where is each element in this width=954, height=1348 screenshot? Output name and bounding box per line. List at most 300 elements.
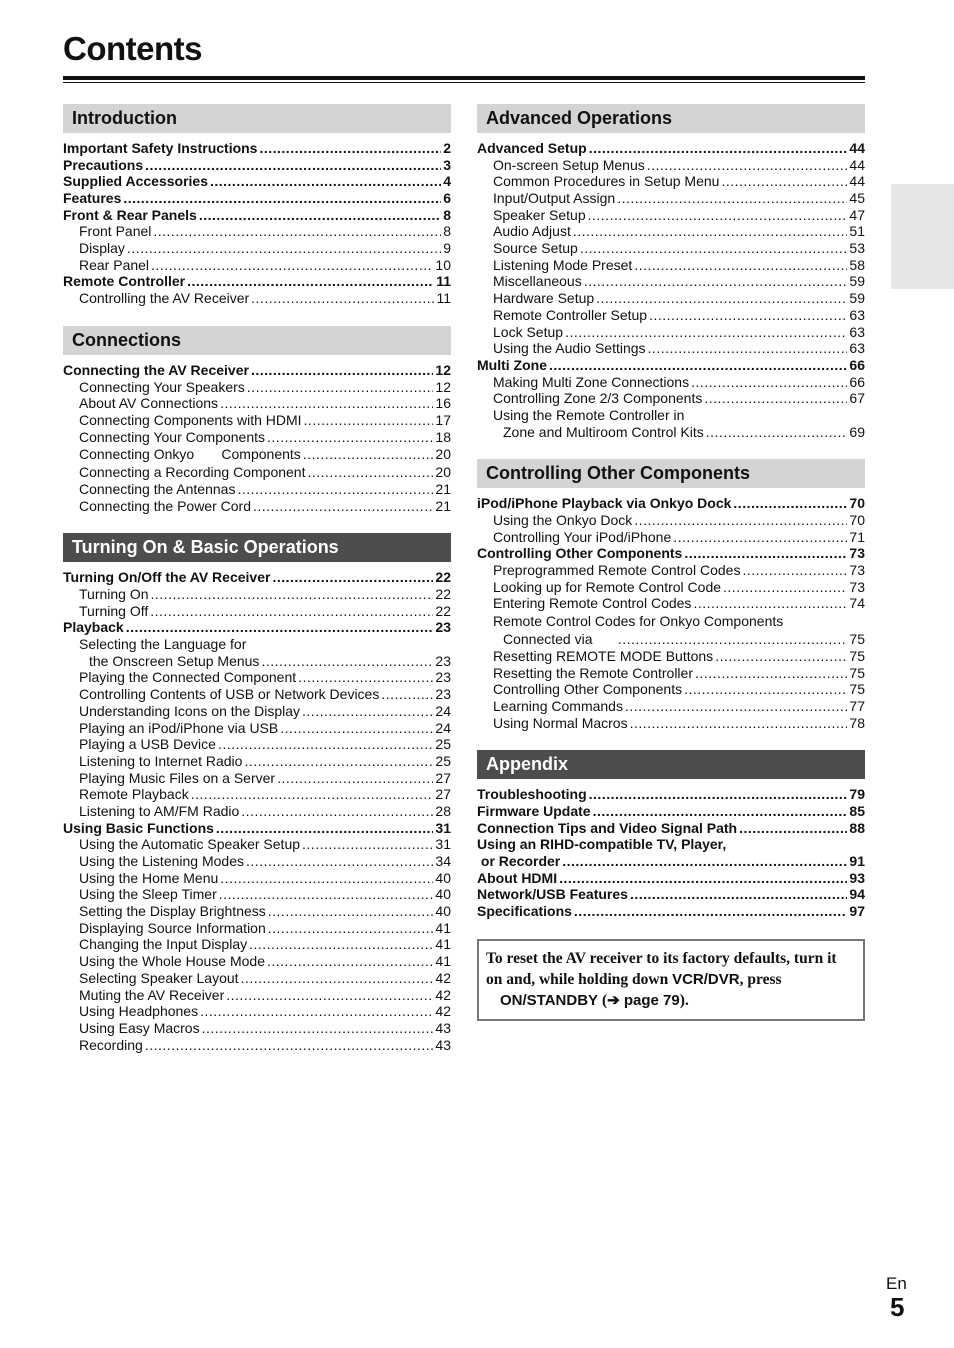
toc-entry-page: 34 — [435, 853, 451, 870]
right-sections — [477, 104, 865, 920]
section-introduction — [63, 104, 451, 307]
toc-entry[interactable] — [63, 736, 451, 753]
toc-entry-page: 43 — [435, 1019, 451, 1036]
dot-leader — [241, 803, 433, 820]
toc-entry[interactable] — [477, 612, 865, 631]
toc-entry-page: 59 — [849, 290, 865, 307]
page-title: Contents — [63, 30, 202, 67]
dot-leader — [151, 257, 433, 274]
toc-entry[interactable] — [63, 987, 451, 1004]
dot-leader — [280, 720, 433, 737]
section-header: Controlling Other Components — [477, 459, 865, 488]
toc-entry-label: Connecting Your Speakers — [79, 378, 245, 395]
dot-leader — [202, 1020, 434, 1037]
toc-entry-label: Connecting the AV Receiver — [63, 361, 249, 378]
toc-entry-label: Changing the Input Display — [79, 936, 248, 953]
toc-entry[interactable] — [63, 274, 451, 291]
reset-notice — [477, 939, 865, 1021]
toc-entry[interactable] — [477, 157, 865, 174]
toc-entry-page: 31 — [435, 819, 451, 836]
toc-entry[interactable] — [63, 569, 451, 586]
toc-entry-label: Using the Audio Settings — [493, 340, 646, 357]
toc-entry[interactable] — [477, 324, 865, 341]
title-rule-thin — [63, 82, 865, 83]
toc-entry-label: Speaker Setup — [493, 206, 586, 223]
toc-entry-page: 40 — [435, 903, 451, 920]
toc-entry[interactable] — [63, 445, 451, 464]
toc-entry[interactable] — [477, 529, 865, 546]
toc-entry[interactable] — [477, 257, 865, 274]
toc-entry-label: Connecting Onkyo Components — [79, 446, 301, 463]
toc-entry[interactable] — [477, 886, 865, 903]
toc-entry-page: 69 — [849, 423, 865, 440]
toc-entry-label: Remote Controller — [63, 273, 186, 290]
dot-leader — [381, 686, 433, 703]
toc-entry-page: 40 — [435, 886, 451, 903]
toc-entry-label: On-screen Setup Menus — [493, 156, 645, 173]
toc-entry[interactable] — [477, 579, 865, 596]
toc-entry-page: 58 — [849, 256, 865, 273]
toc-entry-page: 28 — [435, 802, 451, 819]
toc-entry[interactable] — [477, 631, 865, 648]
toc-entry-label: Using Basic Functions — [63, 819, 214, 836]
toc-entry-label: Remote Playback — [79, 786, 189, 803]
toc-entry-page: 20 — [435, 446, 451, 463]
dot-leader — [241, 970, 434, 987]
toc-entry-page: 22 — [435, 602, 451, 619]
dot-leader — [617, 190, 847, 207]
dot-leader — [721, 173, 847, 190]
toc-entry-page: 8 — [443, 206, 451, 223]
toc-entry[interactable] — [63, 464, 451, 481]
toc-entry-page: 63 — [849, 306, 865, 323]
toc-entry[interactable] — [63, 481, 451, 498]
dot-leader — [630, 886, 847, 903]
toc-entry-label: Using the Onkyo Dock — [493, 512, 633, 529]
toc-entry-page: 44 — [849, 139, 865, 156]
toc-entry-label: Remote Control Codes for Onkyo Components — [493, 613, 784, 630]
toc-entry-page: 47 — [849, 206, 865, 223]
toc-entry-label: Multi Zone — [477, 356, 547, 373]
toc-entry[interactable] — [477, 290, 865, 307]
toc-entry-page: 12 — [435, 378, 451, 395]
toc-entry-label: Learning Commands — [493, 697, 623, 714]
dot-leader — [715, 648, 847, 665]
dot-leader — [253, 498, 433, 515]
dot-leader — [267, 429, 433, 446]
dot-leader — [187, 273, 434, 290]
toc-entry-label: Recording — [79, 1036, 143, 1053]
toc-entry[interactable] — [63, 686, 451, 703]
dot-leader — [150, 603, 433, 620]
dot-leader — [251, 362, 433, 379]
toc-entry-page: 75 — [849, 631, 865, 648]
dot-leader — [218, 736, 433, 753]
toc-entry-label: Listening to Internet Radio — [79, 752, 243, 769]
left-column — [63, 104, 451, 1072]
toc-entry[interactable] — [477, 274, 865, 291]
dot-leader — [220, 395, 433, 412]
toc-entry-page: 42 — [435, 969, 451, 986]
toc-entry-label: Rear Panel — [79, 256, 150, 273]
dot-leader — [589, 786, 848, 803]
toc-entry-label: Turning On — [79, 586, 149, 603]
toc-entry[interactable] — [63, 586, 451, 603]
toc-entry-page: 70 — [849, 512, 865, 529]
toc-entry-label: Audio Adjust — [493, 223, 571, 240]
toc-entry[interactable] — [477, 648, 865, 665]
dot-leader — [307, 464, 433, 481]
toc-entry-page: 20 — [435, 464, 451, 481]
toc-entry-label: Controlling Zone 2/3 Components — [493, 390, 703, 407]
notice-key-on-standby: ON/STANDBY — [500, 991, 599, 1009]
toc-entry[interactable] — [63, 886, 451, 903]
toc-entry[interactable] — [63, 753, 451, 770]
toc-entry-label: Common Procedures in Setup Menu — [493, 173, 720, 190]
dot-leader — [723, 579, 847, 596]
toc-entry[interactable] — [477, 596, 865, 613]
toc-entry-page: 40 — [435, 869, 451, 886]
toc-entry[interactable] — [63, 720, 451, 737]
toc-entry[interactable] — [63, 1003, 451, 1020]
toc-entry-page: 51 — [849, 223, 865, 240]
toc-entry-label: Playback — [63, 619, 124, 636]
toc-entry-label: the Onscreen Setup Menus — [89, 652, 260, 669]
toc-entry-label: Selecting Speaker Layout — [79, 969, 239, 986]
section-header: Connections — [63, 326, 451, 355]
toc-entry[interactable] — [63, 140, 451, 157]
toc-entry-label: Using the Whole House Mode — [79, 953, 265, 970]
dot-leader — [618, 631, 848, 648]
toc-entry-label: Important Safety Instructions — [63, 139, 258, 156]
toc-entry-label: Using the Remote Controller in — [493, 406, 685, 423]
toc-entry-page: 23 — [435, 619, 451, 636]
dot-leader — [249, 936, 433, 953]
dot-leader — [625, 698, 847, 715]
dot-leader — [706, 424, 848, 441]
dot-leader — [634, 257, 847, 274]
toc-entry[interactable] — [63, 903, 451, 920]
toc-entry-page: 23 — [435, 686, 451, 703]
toc-entry-label: Connecting the Antennas — [79, 480, 236, 497]
toc-entry[interactable] — [63, 157, 451, 174]
toc-entry-page: 78 — [849, 714, 865, 731]
toc-entry[interactable] — [477, 173, 865, 190]
toc-entry-label: Display — [79, 240, 125, 257]
toc-entry-label: Firmware Update — [477, 802, 591, 819]
title-rule-thick — [63, 76, 865, 80]
toc-entry[interactable] — [477, 853, 865, 870]
toc-entry[interactable] — [477, 715, 865, 732]
toc-entry-page: 11 — [436, 273, 451, 290]
dot-leader — [226, 987, 433, 1004]
toc-entry-page: 42 — [435, 1003, 451, 1020]
toc-entry-page: 16 — [435, 395, 451, 412]
dot-leader — [251, 290, 434, 307]
toc-entry-label: or Recorder — [477, 853, 561, 870]
dot-leader — [302, 836, 433, 853]
toc-entry[interactable] — [477, 407, 865, 424]
notice-key-vcr-dvr: VCR/DVR — [672, 970, 740, 988]
toc-entry-page: 10 — [435, 256, 451, 273]
toc-entry[interactable] — [477, 223, 865, 240]
dot-leader — [216, 820, 434, 837]
toc-entry-page: 8 — [443, 223, 451, 240]
toc-entry[interactable] — [477, 512, 865, 529]
toc-entry[interactable] — [63, 636, 451, 653]
toc-entry[interactable] — [63, 429, 451, 446]
toc-entry-label: Features — [63, 190, 122, 207]
dot-leader — [565, 324, 847, 341]
toc-entry[interactable] — [63, 257, 451, 274]
toc-entry-label: Using Headphones — [79, 1003, 199, 1020]
toc-entry-page: 43 — [435, 1036, 451, 1053]
toc-entry-page: 42 — [435, 986, 451, 1003]
dot-leader — [742, 562, 847, 579]
toc-entry[interactable] — [477, 836, 865, 853]
toc-entry-label: Resetting the Remote Controller — [493, 664, 693, 681]
section-turning-on-basic-operations — [63, 533, 451, 1053]
toc-entry-label: Front Panel — [79, 223, 152, 240]
toc-entry[interactable] — [477, 140, 865, 157]
toc-entry-page: 21 — [435, 497, 451, 514]
toc-entry-label: Playing Music Files on a Server — [79, 769, 276, 786]
toc-entry-label: Using the Automatic Speaker Setup — [79, 836, 301, 853]
toc-entry-page: 44 — [849, 173, 865, 190]
dot-leader — [695, 665, 847, 682]
toc-entry[interactable] — [63, 240, 451, 257]
toc-entry-page: 79 — [849, 786, 865, 803]
toc-entry[interactable] — [63, 173, 451, 190]
toc-entry-page: 94 — [849, 886, 865, 903]
toc-entry-page: 23 — [435, 669, 451, 686]
dot-leader — [268, 920, 434, 937]
toc-entry-label: Input/Output Assign — [493, 190, 616, 207]
dot-leader — [151, 586, 434, 603]
toc-entry[interactable] — [63, 937, 451, 954]
toc-entry-page: 44 — [849, 156, 865, 173]
toc-entry-label: Controlling Other Components — [477, 545, 683, 562]
dot-leader — [691, 374, 847, 391]
toc-entry-page: 75 — [849, 664, 865, 681]
toc-entry-label: Displaying Source Information — [79, 919, 266, 936]
toc-entry[interactable] — [63, 1020, 451, 1037]
toc-entry-label: Setting the Display Brightness — [79, 903, 266, 920]
toc-entry-page: 45 — [849, 190, 865, 207]
toc-entry-page: 21 — [435, 480, 451, 497]
toc-entry-label: Lock Setup — [493, 323, 564, 340]
toc-entry-label: Understanding Icons on the Display — [79, 702, 301, 719]
dot-leader — [649, 307, 847, 324]
notice-text: To reset the AV receiver to its factory defaults, turn it on and, while holding down — [486, 949, 837, 988]
notice-page-ref[interactable]: page 79 — [619, 991, 680, 1009]
toc-entry-page: 24 — [435, 702, 451, 719]
toc-entry[interactable] — [477, 820, 865, 837]
toc-entry-label: Using an RIHD-compatible TV, Player, — [477, 836, 727, 853]
toc-entry-label: Precautions — [63, 156, 144, 173]
toc-entry-page: 73 — [849, 578, 865, 595]
toc-entry[interactable] — [63, 498, 451, 515]
toc-entry-page: 41 — [435, 919, 451, 936]
toc-entry[interactable] — [477, 390, 865, 407]
toc-entry-label: Playing the Connected Component — [79, 669, 297, 686]
toc-entry-label: Resetting REMOTE MODE Buttons — [493, 647, 714, 664]
toc-entry[interactable] — [63, 223, 451, 240]
toc-entry[interactable] — [477, 207, 865, 224]
toc-entry[interactable] — [63, 970, 451, 987]
toc-entry-label: Playing an iPod/iPhone via USB — [79, 719, 279, 736]
toc-entry-page: 66 — [849, 356, 865, 373]
toc-entry-page: 41 — [435, 953, 451, 970]
dot-leader — [191, 786, 434, 803]
toc-entry-label: About AV Connections — [79, 395, 219, 412]
toc-entry-page: 25 — [435, 752, 451, 769]
toc-entry-label: Connecting Your Components — [79, 428, 266, 445]
footer-language: En — [886, 1274, 907, 1293]
dot-leader — [573, 223, 848, 240]
toc-entry-page: 2 — [443, 139, 451, 156]
toc-entry[interactable] — [477, 190, 865, 207]
toc-entry[interactable] — [63, 379, 451, 396]
toc-entry[interactable] — [63, 603, 451, 620]
toc-entry-page: 75 — [849, 681, 865, 698]
toc-entry-label: Selecting the Language for — [79, 636, 247, 653]
toc-entry-page: 63 — [849, 340, 865, 357]
toc-entry-page: 9 — [443, 240, 451, 257]
toc-entry[interactable] — [477, 803, 865, 820]
section-connections — [63, 326, 451, 515]
toc-entry[interactable] — [63, 853, 451, 870]
dot-leader — [199, 207, 441, 224]
toc-entry[interactable] — [63, 1037, 451, 1054]
dot-leader — [246, 853, 433, 870]
toc-entry[interactable] — [63, 653, 451, 670]
arrow-right-icon: ➔ — [607, 991, 620, 1009]
toc-entry-label: Using the Listening Modes — [79, 853, 244, 870]
toc-entry-label: Using Normal Macros — [493, 714, 628, 731]
toc-entry-page: 41 — [435, 936, 451, 953]
toc-entry-label: Connecting a Recording Component — [79, 464, 306, 481]
toc-entry-page: 59 — [849, 273, 865, 290]
toc-entry[interactable] — [477, 870, 865, 887]
section-header: Turning On & Basic Operations — [63, 533, 451, 562]
toc-entry[interactable] — [63, 670, 451, 687]
notice-paren-open: ( — [598, 991, 608, 1009]
toc-entry-label: Connection Tips and Video Signal Path — [477, 819, 738, 836]
dot-leader — [589, 140, 848, 157]
dot-leader — [634, 512, 847, 529]
dot-leader — [584, 273, 848, 290]
toc-entry[interactable] — [63, 703, 451, 720]
section-header: Advanced Operations — [477, 104, 865, 133]
toc-entry-page: 71 — [849, 528, 865, 545]
toc-entry[interactable] — [63, 362, 451, 379]
toc-entry-label: Advanced Setup — [477, 139, 587, 156]
toc-entry[interactable] — [477, 495, 865, 512]
dot-leader — [580, 240, 848, 257]
toc-entry[interactable] — [477, 357, 865, 374]
toc-entry[interactable] — [477, 545, 865, 562]
toc-entry-label: Troubleshooting — [477, 786, 587, 803]
dot-leader — [153, 223, 441, 240]
toc-entry-label: Controlling Contents of USB or Network Devices — [79, 686, 380, 703]
toc-entry[interactable] — [477, 307, 865, 324]
toc-entry[interactable] — [477, 562, 865, 579]
dot-leader — [200, 1003, 433, 1020]
toc-entry[interactable] — [63, 786, 451, 803]
toc-entry[interactable] — [63, 820, 451, 837]
dot-leader — [272, 569, 433, 586]
toc-entry-label: Controlling Your iPod/iPhone — [493, 528, 672, 545]
toc-entry-label: Hardware Setup — [493, 290, 595, 307]
dot-leader — [630, 715, 848, 732]
toc-entry[interactable] — [63, 290, 451, 307]
toc-entry[interactable] — [477, 240, 865, 257]
toc-entry[interactable] — [477, 903, 865, 920]
toc-entry-label: Using the Home Menu — [79, 869, 219, 886]
toc-entry[interactable] — [477, 665, 865, 682]
toc-entry-page: 85 — [849, 802, 865, 819]
toc-entry-label: Playing a USB Device — [79, 736, 216, 753]
toc-entry[interactable] — [63, 190, 451, 207]
toc-entry-label: Listening Mode Preset — [493, 256, 633, 273]
toc-entry[interactable] — [477, 786, 865, 803]
toc-entry[interactable] — [63, 953, 451, 970]
toc-entry-page: 67 — [849, 390, 865, 407]
toc-entry-page: 70 — [849, 495, 865, 512]
toc-entry[interactable] — [477, 340, 865, 357]
toc-entry[interactable] — [63, 770, 451, 787]
toc-entry-page: 25 — [435, 736, 451, 753]
toc-entry-label: Source Setup — [493, 240, 578, 257]
toc-entry-label: Turning Off — [79, 602, 149, 619]
toc-entry-page: 4 — [443, 173, 451, 190]
dot-leader — [220, 870, 433, 887]
toc-entry[interactable] — [477, 424, 865, 441]
toc-entry[interactable] — [63, 920, 451, 937]
toc-entry-label: Listening to AM/FM Radio — [79, 802, 240, 819]
toc-entry-page: 12 — [435, 361, 451, 378]
toc-entry[interactable] — [63, 870, 451, 887]
toc-entry-page: 31 — [435, 836, 451, 853]
toc-entry-label: Entering Remote Control Codes — [493, 595, 692, 612]
section-header: Appendix — [477, 750, 865, 779]
toc-entry[interactable] — [477, 681, 865, 698]
toc-entry[interactable] — [477, 374, 865, 391]
dot-leader — [277, 770, 433, 787]
toc-entry[interactable] — [63, 836, 451, 853]
toc-entry-page: 17 — [435, 411, 451, 428]
toc-entry[interactable] — [63, 412, 451, 429]
side-tab-marker — [891, 184, 954, 289]
toc-entry[interactable] — [63, 619, 451, 636]
toc-entry[interactable] — [63, 207, 451, 224]
toc-entry-page: 22 — [435, 586, 451, 603]
toc-entry[interactable] — [477, 698, 865, 715]
section-controlling-other-components — [477, 459, 865, 731]
footer-page-number: 5 — [890, 1292, 905, 1322]
toc-entry-page: 88 — [849, 819, 865, 836]
toc-entry[interactable] — [63, 395, 451, 412]
dot-leader — [123, 190, 441, 207]
toc-entry-label: Supplied Accessories — [63, 173, 208, 190]
toc-entry-label: Zone and Multiroom Control Kits — [503, 423, 704, 440]
toc-entry[interactable] — [63, 803, 451, 820]
toc-entry-page: 97 — [849, 903, 865, 920]
dot-leader — [549, 357, 847, 374]
toc-entry-label: Preprogrammed Remote Control Codes — [493, 562, 741, 579]
toc-entry-page: 24 — [435, 719, 451, 736]
